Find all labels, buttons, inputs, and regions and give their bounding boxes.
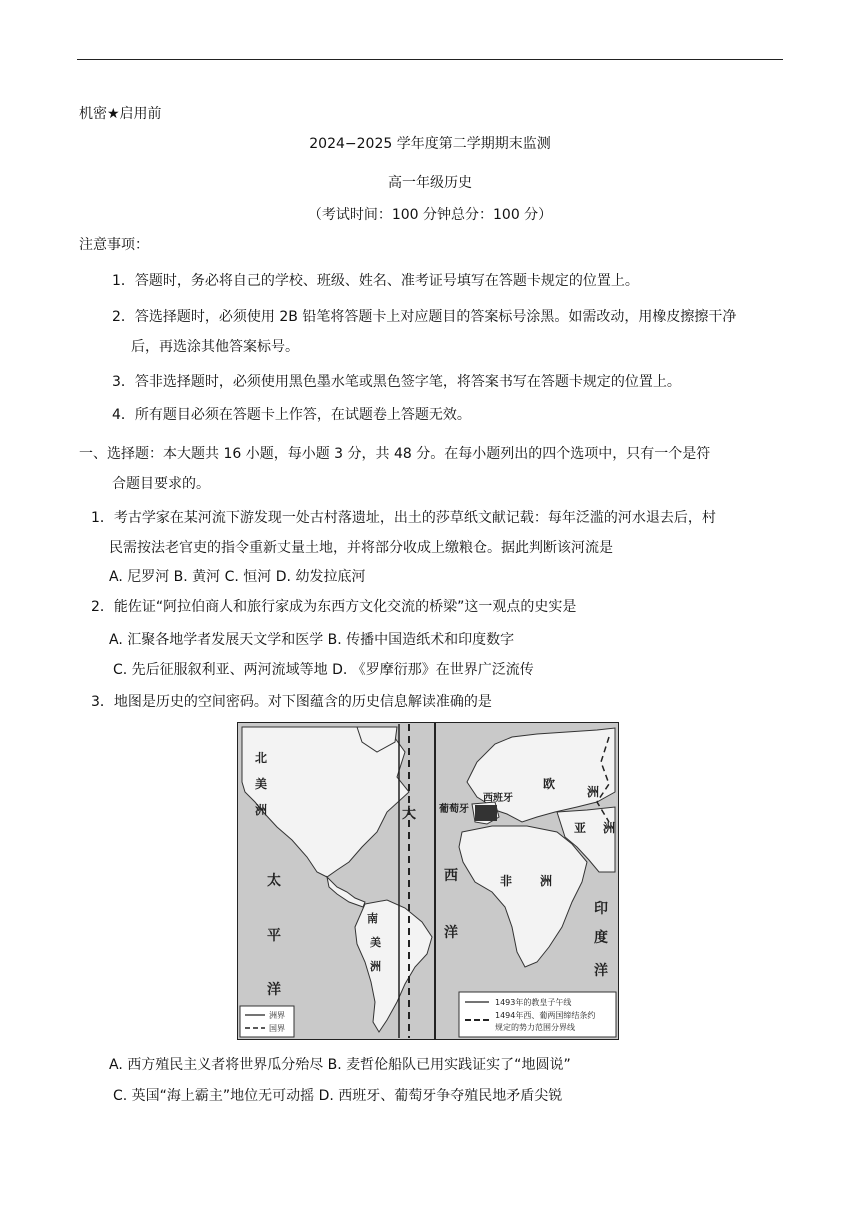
- legend-left-box: [240, 1006, 294, 1037]
- legend-1494-label-b: 规定的势力范围分界线: [495, 1023, 575, 1032]
- label-pacific-1: 太: [267, 873, 281, 889]
- legend-country-border-label: 国界: [269, 1024, 285, 1033]
- q2-stem: 2．能佐证“阿拉伯商人和旅行家成为东西方文化交流的桥梁”这一观点的史实是: [91, 599, 577, 615]
- spain-portugal-highlight: [475, 805, 497, 821]
- label-africa-2: 洲: [540, 874, 553, 888]
- legend-continent-border-label: 洲界: [269, 1011, 285, 1020]
- label-south-america-3: 洲: [370, 960, 381, 973]
- q3-options-ab: A. 西方殖民主义者将世界瓜分殆尽 B. 麦哲伦船队已用实践证实了“地圆说”: [109, 1057, 571, 1073]
- label-portugal: 葡萄牙: [439, 804, 469, 815]
- q3-options-cd: C. 英国“海上霸主”地位无可动摇 D. 西班牙、葡萄牙争夺殖民地矛盾尖锐: [113, 1088, 563, 1104]
- label-north-america-2: 美: [255, 777, 268, 791]
- label-pacific-2: 平: [267, 928, 281, 944]
- q1-stem-cont: 民需按法老官吏的指令重新丈量土地，并将部分收成上缴粮仓。据此判断该河流是: [109, 540, 613, 556]
- q1-stem: 1．考古学家在某河流下游发现一处古村落遗址，出土的莎草纸文献记载：每年泛滥的河水退去后，村: [91, 510, 716, 526]
- label-spain: 西班牙: [483, 793, 513, 804]
- q2-options-ab: A. 汇聚各地学者发展天文学和医学 B. 传播中国造纸术和印度数字: [109, 632, 515, 648]
- q2-options-cd: C. 先后征服叙利亚、两河流域等地 D. 《罗摩衍那》在世界广泛流传: [113, 662, 534, 678]
- label-asia-2: 洲: [603, 821, 616, 835]
- label-south-america-2: 美: [370, 936, 381, 949]
- label-atlantic-2: 西: [444, 868, 458, 884]
- notice-item-2-cont: 后，再选涂其他答案标号。: [131, 339, 299, 355]
- label-asia-1: 亚: [574, 821, 587, 835]
- exam-info: （考试时间：100 分钟总分：100 分）: [307, 207, 553, 223]
- exam-subject: 高一年级历史: [388, 175, 472, 191]
- legend-1493-label: 1493年的教皇子午线: [495, 998, 572, 1007]
- top-rule: [77, 59, 783, 60]
- notice-item-3: 3．答非选择题时，必须使用黑色墨水笔或黑色签字笔，将答案书写在答题卡规定的位置上。: [112, 374, 681, 390]
- notice-item-2: 2．答选择题时，必须使用 2B 铅笔将答题卡上对应题目的答案标号涂黑。如需改动，用橡皮擦擦干净: [112, 309, 737, 325]
- q1-options: A. 尼罗河 B. 黄河 C. 恒河 D. 幼发拉底河: [109, 569, 366, 585]
- confidential-mark: 机密★启用前: [79, 106, 162, 122]
- label-europe-2: 洲: [587, 785, 600, 799]
- label-north-america-3: 洲: [255, 803, 268, 817]
- label-indian-2: 度: [594, 930, 608, 946]
- legend-1494-label-a: 1494年西、葡两国缔结条约: [495, 1011, 596, 1020]
- q3-stem: 3．地图是历史的空间密码。对下图蕴含的历史信息解读准确的是: [91, 694, 492, 710]
- notice-heading: 注意事项：: [79, 237, 149, 253]
- label-south-america-1: 南: [367, 912, 378, 925]
- label-atlantic-1: 大: [402, 806, 416, 822]
- notice-item-4: 4．所有题目必须在答题卡上作答，在试题卷上答题无效。: [112, 407, 471, 423]
- section1-instruction: 一、选择题：本大题共 16 小题，每小题 3 分，共 48 分。在每小题列出的四个选项中，只有一个是符: [79, 446, 711, 462]
- section1-instruction-cont: 合题目要求的。: [112, 476, 210, 492]
- notice-item-1: 1．答题时，务必将自己的学校、班级、姓名、准考证号填写在答题卡规定的位置上。: [112, 273, 639, 289]
- world-map-figure: [237, 722, 619, 1040]
- label-atlantic-3: 洋: [444, 925, 458, 941]
- exam-title: 2024−2025 学年度第二学期期末监测: [309, 136, 551, 152]
- label-pacific-3: 洋: [267, 982, 281, 998]
- label-indian-3: 洋: [594, 963, 608, 979]
- label-africa-1: 非: [500, 874, 513, 888]
- label-europe-1: 欧: [543, 777, 556, 791]
- label-indian-1: 印: [594, 901, 608, 917]
- label-north-america-1: 北: [255, 751, 268, 765]
- world-map: [237, 722, 619, 1040]
